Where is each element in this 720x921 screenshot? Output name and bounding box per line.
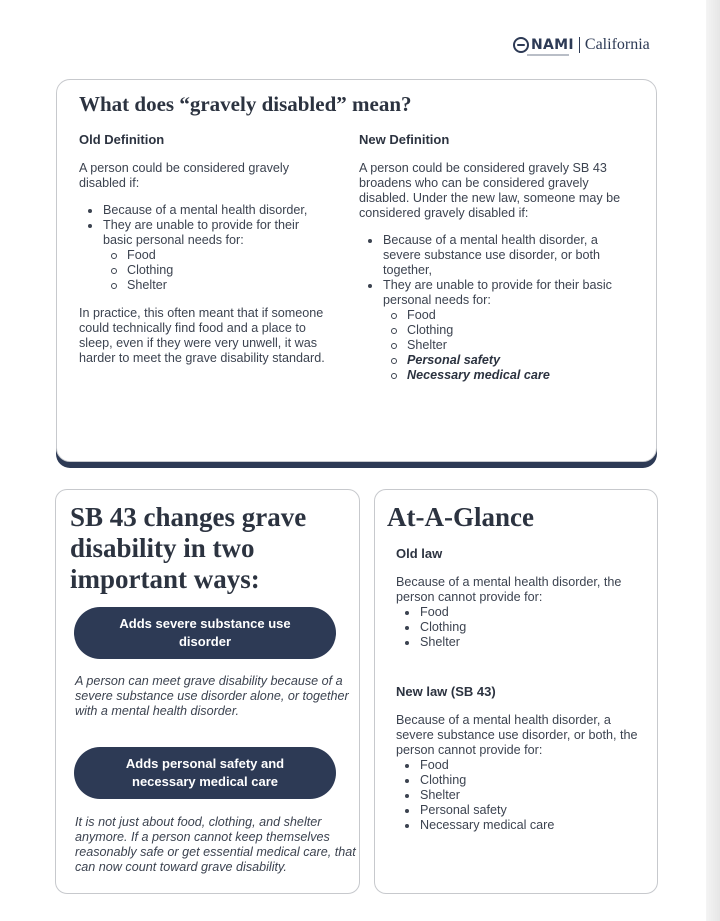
list-item: Food (396, 758, 641, 773)
list-item: Shelter (103, 278, 327, 293)
list-item-added: Necessary medical care (383, 368, 634, 383)
old-definition-column (79, 132, 327, 378)
old-definition-intro: A person could be considered gravely disabled if: (79, 161, 290, 190)
condition-text: Because of a mental health disorder, (103, 203, 308, 217)
condition-text: They are unable to provide for their basic personal needs for: (103, 218, 300, 247)
old-definition-heading: Old Definition (79, 132, 165, 147)
new-definition-intro: A person could be considered gravely SB 43 broadens who can be considered gravely disabled. Under the new law, someone may be considered gravely disabled if: (359, 161, 621, 220)
new-law-list (396, 758, 641, 833)
change-safety-medical-note: It is not just about food, clothing, and shelter anymore. If a person cannot keep themselves reasonably safe or get essential medical care, that can now count toward grave disability. (75, 815, 356, 874)
glance-title: At-A-Glance (387, 502, 534, 532)
old-definition-conditions (79, 203, 327, 293)
logo-region: California (584, 36, 650, 53)
list-item: Clothing (103, 263, 327, 278)
old-law-text: Because of a mental health disorder, the person cannot provide for: (396, 575, 622, 604)
change-substance-use-note: A person can meet grave disability because of a severe substance use disorder alone, or together with a mental health disorder. (75, 674, 349, 718)
list-item: Clothing (396, 620, 641, 635)
list-item: Personal safety (396, 803, 641, 818)
logo-divider (579, 37, 580, 53)
list-item: Shelter (396, 788, 641, 803)
logo-tagline (527, 54, 569, 56)
new-law-section (396, 684, 641, 833)
old-law-list (396, 605, 641, 650)
new-law-text: Because of a mental health disorder, a severe substance use disorder, or both, the person cannot provide for: (396, 713, 638, 757)
list-item: Food (103, 248, 327, 263)
condition-text: They are unable to provide for their basic personal needs for: (383, 278, 612, 307)
list-item: Shelter (383, 338, 634, 353)
definition-title: What does “gravely disabled” mean? (79, 92, 412, 116)
changes-title: SB 43 changes grave disability in two important ways: (70, 502, 307, 594)
page-edge (706, 0, 720, 921)
old-needs-list (103, 248, 327, 293)
new-needs-list (383, 308, 634, 383)
list-item: Food (383, 308, 634, 323)
definition-card (56, 79, 657, 462)
nami-california-logo (513, 36, 650, 54)
list-item: Shelter (396, 635, 641, 650)
new-law-heading: New law (SB 43) (396, 684, 496, 699)
at-a-glance-card (374, 489, 658, 894)
change-safety-medical-button[interactable]: Adds personal safety and necessary medical care (74, 747, 336, 799)
list-item (79, 203, 327, 218)
new-definition-column (359, 132, 634, 396)
condition-text: Because of a mental health disorder, a severe substance use disorder, or both together, (383, 233, 601, 277)
list-item: Clothing (396, 773, 641, 788)
old-law-heading: Old law (396, 546, 443, 561)
list-item: Clothing (383, 323, 634, 338)
old-definition-practice: In practice, this often meant that if someone could technically find food and a place to sleep, even if they were very unwell, it was harder to meet the grave disability standard. (79, 306, 325, 365)
list-item: Necessary medical care (396, 818, 641, 833)
new-definition-heading: New Definition (359, 132, 450, 147)
new-definition-conditions (359, 233, 634, 383)
logo-word: NAMI (531, 37, 574, 53)
list-item (359, 278, 634, 383)
old-law-section (396, 546, 641, 650)
nami-logo-icon (513, 37, 529, 53)
list-item (79, 218, 327, 293)
change-substance-use-button[interactable]: Adds severe substance use disorder (74, 607, 336, 659)
list-item: Food (396, 605, 641, 620)
list-item-added: Personal safety (383, 353, 634, 368)
list-item (359, 233, 634, 278)
changes-card (55, 489, 360, 894)
